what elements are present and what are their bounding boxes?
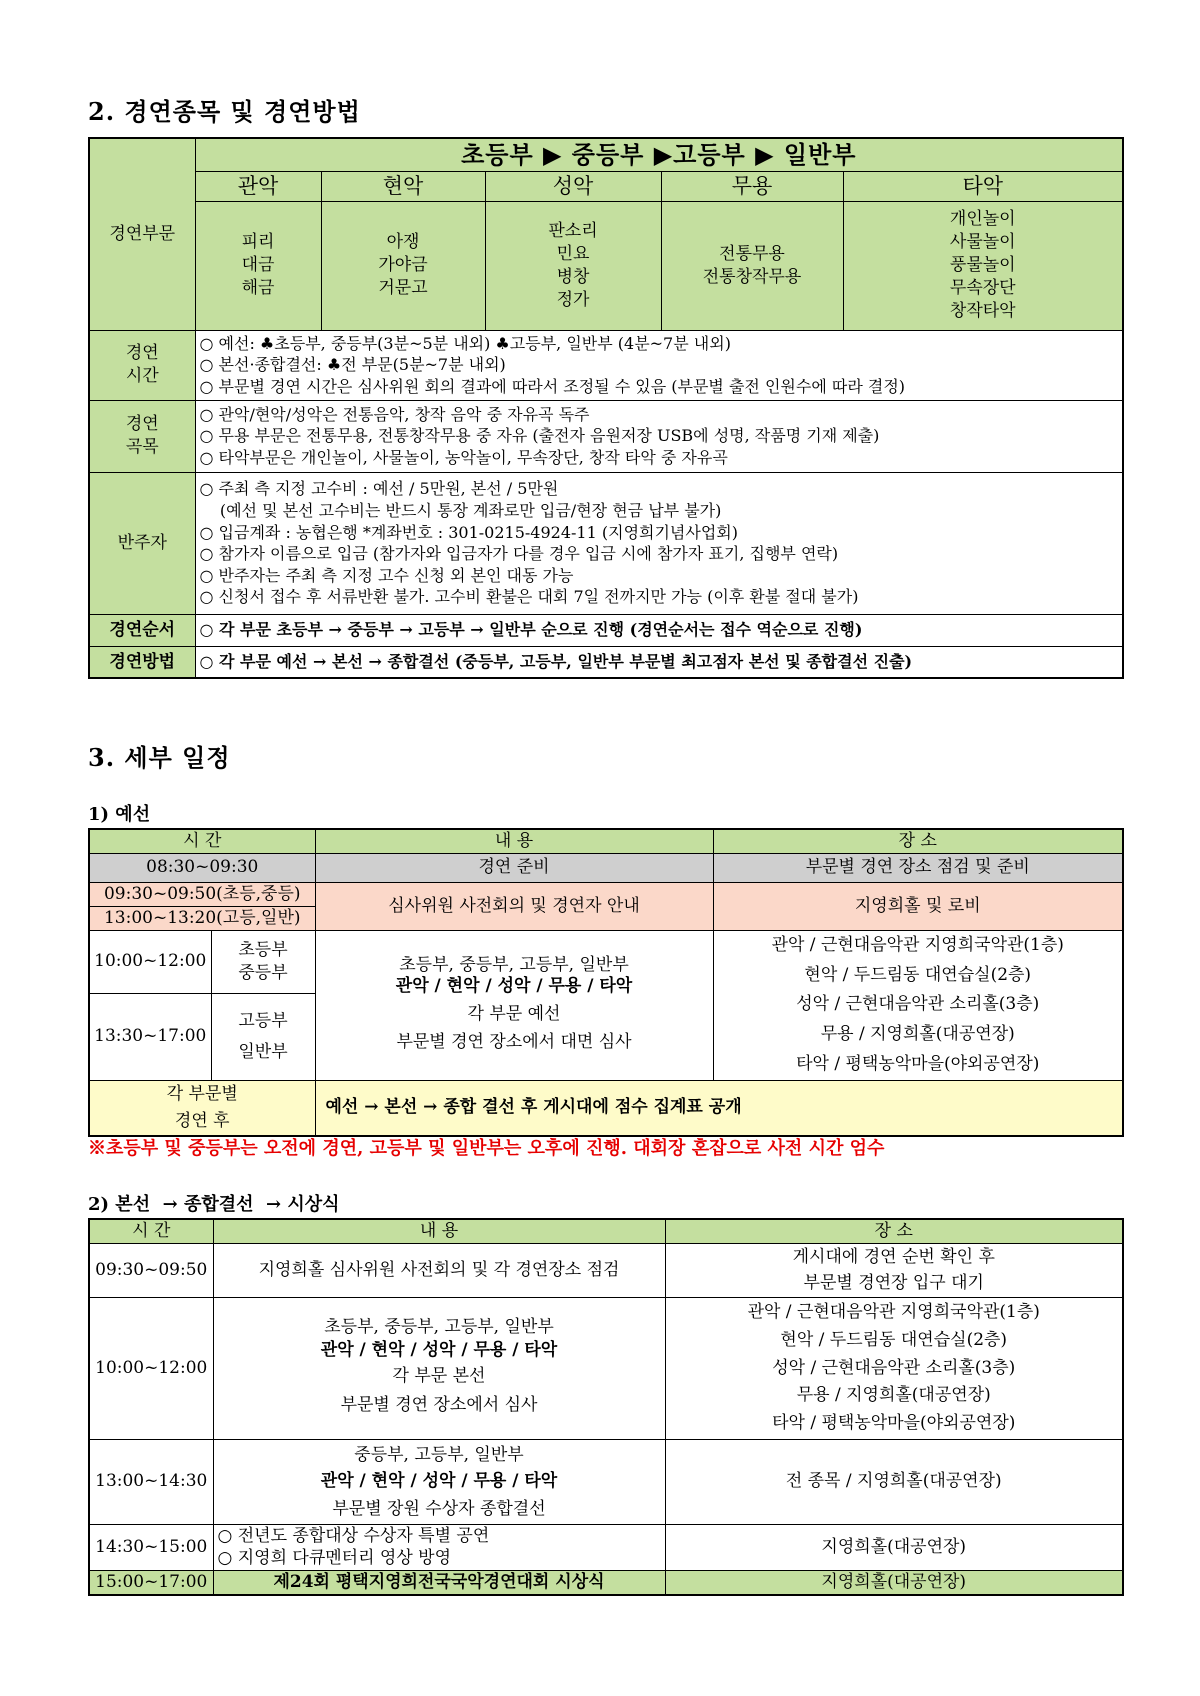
award-content: 제24회 평택지영희전국국악경연대회 시상식	[213, 1570, 665, 1594]
order-text: ○ 각 부문 초등부 → 중등부 → 고등부 → 일반부 순으로 진행 (경연순서는 접수 역순으로 진행)	[195, 614, 1123, 646]
main-title: 2) 본선 → 종합결선 → 시상식	[88, 1194, 340, 1215]
prelim-note: ※초등부 및 중등부는 오전에 경연, 고등부 및 일반부는 오후에 진행. 대회장 혼잡으로 사전 시간 엄수	[88, 1138, 885, 1159]
division-label: 경연부문	[89, 138, 195, 330]
main-row-time: 14:30~15:00	[89, 1524, 213, 1570]
prelim-header-content: 내 용	[315, 829, 713, 853]
award-place: 지영희홀(대공연장)	[665, 1570, 1123, 1594]
category-items: 개인놀이 사물놀이 풍물놀이 무속장단 창작타악	[843, 201, 1123, 330]
category-items: 판소리 민요 병창 정가	[485, 201, 661, 330]
prep-place: 부문별 경연 장소 점검 및 준비	[713, 853, 1123, 882]
meeting-time-2: 13:00~13:20(고등,일반)	[89, 906, 315, 930]
prelim-content: 초등부, 중등부, 고등부, 일반부 관악 / 현악 / 성악 / 무용 / 타악 각 부문 예선 부문별 경연 장소에서 대면 심사	[315, 930, 713, 1080]
category-name: 현악	[321, 172, 485, 201]
category-name: 타악	[843, 172, 1123, 201]
pm-levels: 고등부 일반부	[211, 993, 315, 1080]
main-row-time: 09:30~09:50	[89, 1243, 213, 1297]
meeting-content: 심사위원 사전회의 및 경연자 안내	[315, 882, 713, 930]
row-content-pieces: ○ 관악/현악/성악은 전통음악, 창작 음악 중 자유곡 독주 ○ 무용 부문은 전통무용, 전통창작무용 중 자유 (출전자 음원저장 USB에 성명, 작품명 기재 제출) ○ 타악부문은 개인놀이, 사물놀이, 농악놀이, 무속장단, 창작 타악 중 자유곡	[195, 400, 1123, 472]
main-row-place: 전 종목 / 지영희홀(대공연장)	[665, 1439, 1123, 1524]
main-row-content: 초등부, 중등부, 고등부, 일반부 관악 / 현악 / 성악 / 무용 / 타악 각 부문 본선 부문별 경연 장소에서 심사	[213, 1297, 665, 1439]
order-label: 경연순서	[89, 614, 195, 646]
row-label-accompanist: 반주자	[89, 472, 195, 614]
category-items: 피리 대금 해금	[195, 201, 321, 330]
main-row-place: 관악 / 근현대음악관 지영희국악관(1층) 현악 / 두드림동 대연습실(2층) 성악 / 근현대음악관 소리홀(3층) 무용 / 지영희홀(대공연장) 타악 / 평택농악마을(야외공연장)	[665, 1297, 1123, 1439]
category-items: 아쟁 가야금 거문고	[321, 201, 485, 330]
category-name: 관악	[195, 172, 321, 201]
prelim-title: 1) 예선	[88, 804, 151, 825]
levels-header: 초등부 ▶ 중등부 ▶고등부 ▶ 일반부	[195, 138, 1123, 172]
prelim-header-place: 장 소	[713, 829, 1123, 853]
prep-time: 08:30~09:30	[89, 853, 315, 882]
section3-title: 3. 세부 일정	[88, 743, 231, 772]
category-name: 무용	[661, 172, 843, 201]
prelim-header-time: 시 간	[89, 829, 315, 853]
meeting-time-1: 09:30~09:50(초등,중등)	[89, 882, 315, 906]
main-row-content: 중등부, 고등부, 일반부 관악 / 현악 / 성악 / 무용 / 타악 부문별 장원 수상자 종합결선	[213, 1439, 665, 1524]
pm-time: 13:30~17:00	[89, 993, 211, 1080]
after-text: 예선 → 본선 → 종합 결선 후 게시대에 점수 집계표 공개	[315, 1080, 1123, 1136]
main-header-content: 내 용	[213, 1219, 665, 1243]
main-row-time: 13:00~14:30	[89, 1439, 213, 1524]
main-row-place: 게시대에 경연 순번 확인 후 부문별 경연장 입구 대기	[665, 1243, 1123, 1297]
meeting-place: 지영희홀 및 로비	[713, 882, 1123, 930]
main-header-time: 시 간	[89, 1219, 213, 1243]
prelim-places: 관악 / 근현대음악관 지영희국악관(1층) 현악 / 두드림동 대연습실(2층) 성악 / 근현대음악관 소리홀(3층) 무용 / 지영희홀(대공연장) 타악 / 평택농악마을(야외공연장)	[713, 930, 1123, 1080]
row-label-time: 경연 시간	[89, 330, 195, 400]
main-row-content: ○ 전년도 종합대상 수상자 특별 공연 ○ 지영희 다큐멘터리 영상 방영	[213, 1524, 665, 1570]
category-items: 전통무용 전통창작무용	[661, 201, 843, 330]
method-text: ○ 각 부문 예선 → 본선 → 종합결선 (중등부, 고등부, 일반부 부문별 최고점자 본선 및 종합결선 진출)	[195, 646, 1123, 678]
category-name: 성악	[485, 172, 661, 201]
award-time: 15:00~17:00	[89, 1570, 213, 1594]
main-header-place: 장 소	[665, 1219, 1123, 1243]
section2-title: 2. 경연종목 및 경연방법	[88, 97, 361, 126]
prelim-table	[88, 828, 1124, 1137]
row-content-accompanist: ○ 주최 측 지정 고수비 : 예선 / 5만원, 본선 / 5만원 (예선 및 본선 고수비는 반드시 통장 계좌로만 입금/현장 현금 납부 불가) ○ 입금계좌 : 농협은행 *계좌번호 : 301-0215-4924-11 (지영희기념사업회) ○ 참가자 이름으로 입금 (참가자와 입금자가 다를 경우 입금 시에 참가자 표기, 집행부 연락) ○ 반주자는 주최 측 지정 고수 신청 외 본인 대동 가능 ○ 신청서 접수 후 서류반환 불가. 고수비 환불은 대회 7일 전까지만 가능 (이후 환불 절대 불가)	[195, 472, 1123, 614]
main-table	[88, 1218, 1124, 1596]
main-row-content: 지영희홀 심사위원 사전회의 및 각 경연장소 점검	[213, 1243, 665, 1297]
row-content-time: ○ 예선: ♣초등부, 중등부(3분~5분 내외) ♣고등부, 일반부 (4분~7분 내외) ○ 본선·종합결선: ♣전 부문(5분~7분 내외) ○ 부문별 경연 시간은 심사위원 회의 결과에 따라서 조정될 수 있음 (부문별 출전 인원수에 따라 결정)	[195, 330, 1123, 400]
main-row-place: 지영희홀(대공연장)	[665, 1524, 1123, 1570]
prep-content: 경연 준비	[315, 853, 713, 882]
main-row-time: 10:00~12:00	[89, 1297, 213, 1439]
competition-table	[88, 137, 1124, 679]
row-label-pieces: 경연 곡목	[89, 400, 195, 472]
after-label: 각 부문별 경연 후	[89, 1080, 315, 1136]
method-label: 경연방법	[89, 646, 195, 678]
am-time: 10:00~12:00	[89, 930, 211, 993]
am-levels: 초등부 중등부	[211, 930, 315, 993]
